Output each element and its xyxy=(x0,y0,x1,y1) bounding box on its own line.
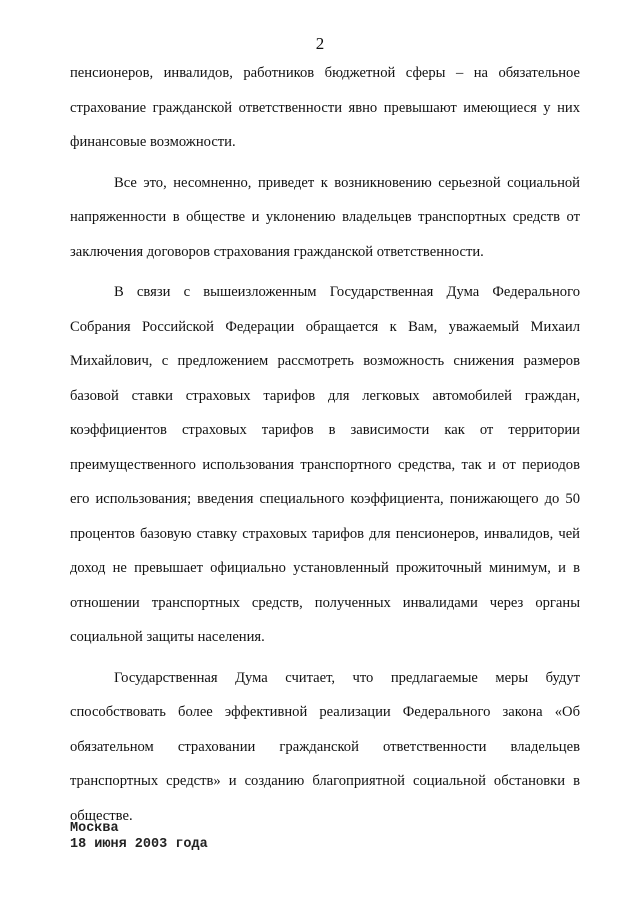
signature-block xyxy=(70,821,208,853)
signature-date: 18 июня 2003 года xyxy=(70,837,208,852)
paragraph-proposal: В связи с вышеизложенным Государственная Дума Федерального Собрания Российской Федерации обращается к Вам, уважаемый Михаил Михайлович, с предложением рассмотреть возможность снижения размеров базовой ставки страховых тарифов для легковых автомобилей граждан, коэффициентов страховых тарифов в зависимости как от территории преимущественного использования транспортного средства, так и от периодов его использования; введения специального коэффициента, понижающего до 50 процентов базовую ставку страховых тарифов для пенсионеров, инвалидов, чей доход не превышает официально установленный прожиточный минимум, и в отношении транспортных средств, полученных инвалидами через органы социальной защиты населения. xyxy=(70,284,580,645)
page-number: 2 xyxy=(315,34,325,53)
paragraph-consequences: Все это, несомненно, приведет к возникновению серьезной социальной напряженности в обществе и уклонению владельцев транспортных средств от заключения договоров страхования гражданской ответственности. xyxy=(70,174,580,260)
signature-city: Москва xyxy=(70,821,119,836)
paragraph-continuation: пенсионеров, инвалидов, работников бюджетной сферы – на обязательное страхование гражданской ответственности явно превышают имеющиеся у них финансовые возможности. xyxy=(70,65,580,150)
paragraph-conclusion: Государственная Дума считает, что предлагаемые меры будут способствовать более эффективной реализации Федерального закона «Об обязательном страховании гражданской ответственности владельцев транспортных средств» и созданию благоприятной социальной обстановки в обществе. xyxy=(70,669,580,824)
document-body xyxy=(70,56,580,833)
